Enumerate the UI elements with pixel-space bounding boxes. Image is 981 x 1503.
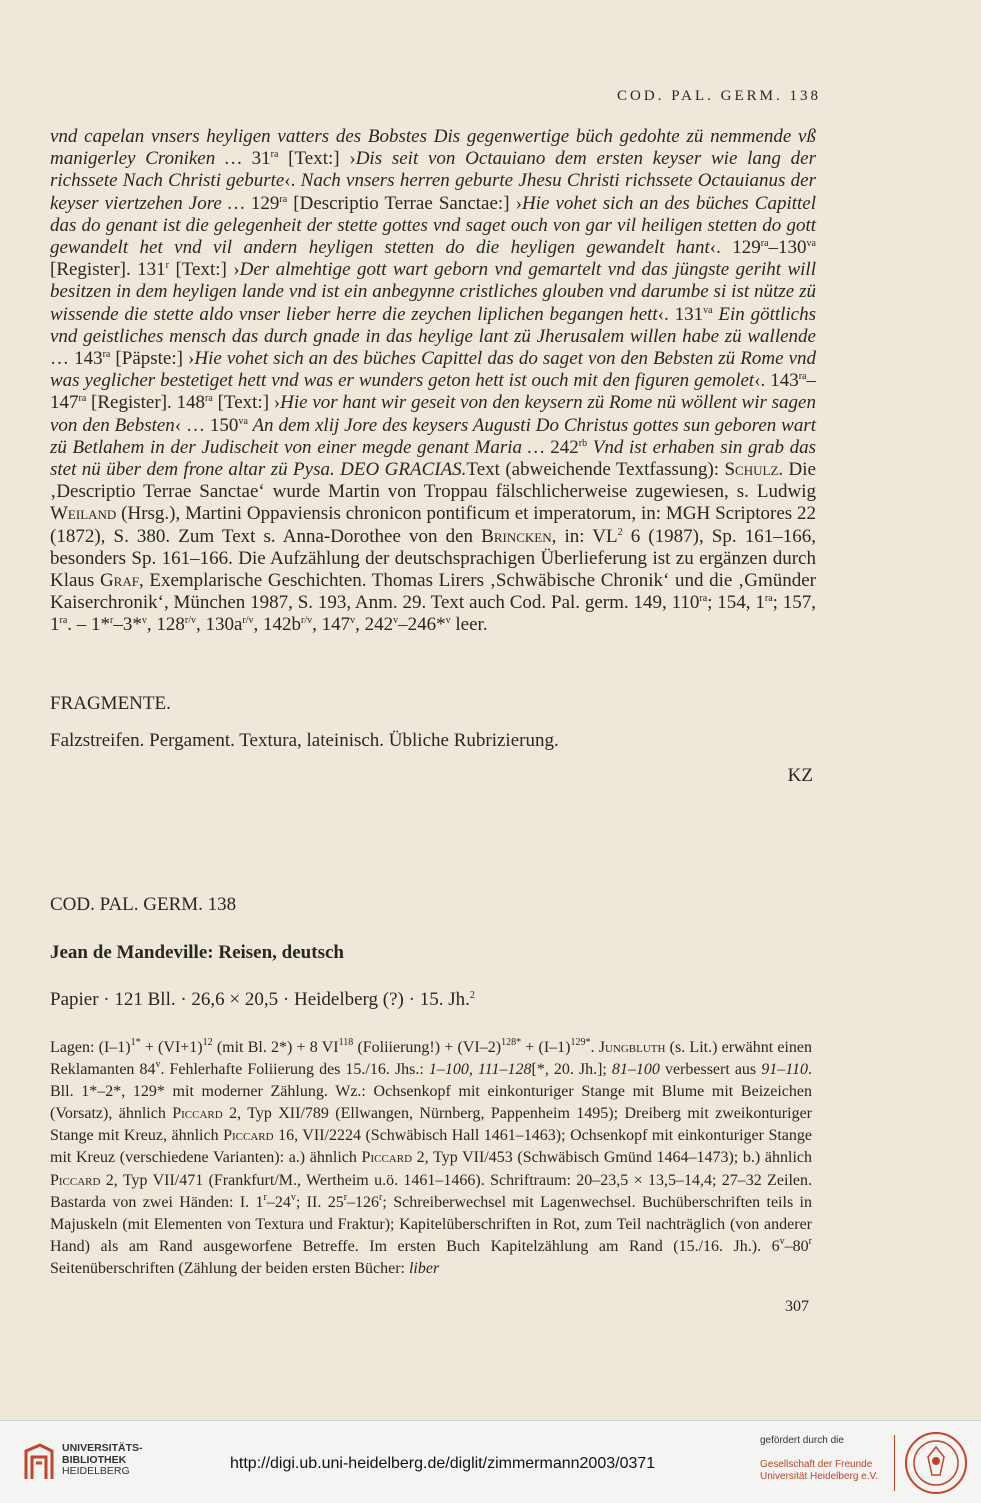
text-run: vnd capelan vnsers heyligen vatters des Bobstes Dis gegenwertige büch gedohte zü nemmende vß manigerley Croniken … [50,126,816,170]
text-run: . Die ‚Descriptio Terrae Sanctae‘ wurde Martin von Troppau fälschlicherweise zugewiesen, s. Ludwig [50,459,816,503]
superscript-mark: ra [102,349,111,361]
physical-footnote-mark: 2 [469,990,475,1001]
superscript-mark: v [155,1059,161,1071]
superscript-mark: va [703,304,713,316]
superscript-mark: va [806,238,816,250]
author-name: Piccard [50,1171,101,1189]
text-run: (mit Bl. 2*) + 8 VI [212,1039,339,1056]
fragments-heading: FRAGMENTE. [50,693,171,714]
codex-heading: COD. PAL. GERM. 138 [50,894,237,915]
author-name: Jungbluth [598,1039,666,1056]
superscript-mark: 2 [617,526,623,538]
text-run: –147 [50,370,816,414]
superscript-mark: 1* [130,1037,141,1048]
main-paragraph [50,126,816,637]
lagen-paragraph [50,1021,812,1296]
text-run: . Bll. 1*–2*, 129* mit moderner Zählung. Wz.: Ochsenkopf mit einkonturiger Stange mit Blume mit Beizeichen (Vorsatz), ähnlich [50,1061,812,1123]
text-run: … 143 [50,348,103,370]
text-run: 81–100 [611,1061,660,1079]
text-run: Hie vohet sich an des büches Capittel das do genant ist die gelegenheit der stette gottes vnd saget ouch von gar vil heiligen stetten do gott gewandelt het vnd vil andern heyligen stetten do die heyligen gewandelt hant [50,192,816,259]
text-run: –3* [113,614,142,636]
superscript-mark: ra [279,193,288,205]
author-name: Piccard [223,1127,274,1145]
text-run: Vnd ist erhaben sin grab das stet nü über dem frone altar zü Pysa. DEO GRACIAS. [50,436,817,481]
superscript-mark: 12 [202,1037,213,1048]
physical-description-text: Papier · 121 Bll. · 26,6 × 20,5 · Heidelberg (?) · 15. Jh. [50,989,470,1010]
text-run: ; 154, 1 [707,592,765,614]
author-name: Brincken [481,525,552,547]
superscript-mark: r/v [184,615,196,627]
superscript-mark: v [393,615,399,627]
text-run: ; 157, 1 [50,592,817,636]
page-number: 307 [785,1298,809,1315]
author-name: Weiland [50,503,117,525]
physical-description [50,989,475,1011]
text-run: , Exemplarische Geschichten. Thomas Lirers ‚Schwäbische Chronik‘ und die ‚Gmünder Kaiserchronik‘, München 1987, S. 193, Anm. 29. Text auch Cod. Pal. germ. 149, 110 [50,570,816,614]
text-run: 2, Typ XII/789 (Ellwangen, Nürnberg, Pappenheim 1495); Dreiberg mit zweikonturiger Stange mit Kreuz, ähnlich [50,1105,813,1145]
superscript-mark: ra [764,593,773,605]
text-run: verbessert aus [659,1061,762,1079]
library-name [62,1443,143,1478]
superscript-mark: ra [798,371,807,383]
catalog-entry-text [50,126,816,637]
superscript-mark: ra [699,593,708,605]
text-run: [Register]. 148 [86,392,206,414]
text-run: Lagen: (I–1) [50,1039,131,1056]
text-run: (s. Lit.) erwähnt einen Reklamanten 84 [50,1039,813,1079]
text-run: , 128 [146,614,185,636]
text-run: 31 [251,148,271,170]
viewer-footer [0,1420,981,1503]
text-run: . Fehlerhafte Foliierung des 15./16. Jhs.: [160,1061,429,1079]
superscript-mark: r [808,1235,812,1247]
superscript-mark: ra [78,393,87,405]
text-run: –130 [768,237,807,259]
text-run: –24 [266,1193,291,1211]
superscript-mark: v [290,1191,296,1203]
superscript-mark: v [779,1235,785,1247]
text-run: [Päpste:] › [110,348,195,370]
superscript-mark: v [141,615,147,627]
text-run: + (VI+1) [140,1039,203,1056]
text-run: (Hrsg.), Martini Oppaviensis chronicon pontificum et imperatorum, in: MGH Scriptores 22 (1872), S. 380. Zum Text s. Anna-Dorothee von den [50,503,816,547]
text-run: [Text:] › [169,259,240,281]
text-run: , in: VL [551,525,618,547]
superscript-mark: r [110,615,114,627]
library-name-line-3: HEIDELBERG [62,1465,130,1477]
fragments-text: Falzstreifen. Pergament. Textura, lateinisch. Übliche Rubrizierung. [50,730,559,751]
author-name: Schulz [724,459,779,481]
text-run: (Foliierung!) + (VI–2) [353,1039,502,1056]
text-run: leer. [450,614,488,636]
text-run: 242 [550,436,579,458]
superscript-mark: r/v [301,615,313,627]
society-line-2: Universität Heidelberg e.V. [760,1471,879,1482]
superscript-mark: r [263,1191,267,1203]
text-run: Hie vor hant wir geseit von den keysern zü Rome nü wöllent wir sagen von den Bebsten [50,392,816,436]
text-run: 2, Typ VII/471 (Frankfurt/M., Wertheim u.ö. 1461–1466). Schriftraum: 20–23,5 × 13,5–14,4; 27–32 Zeilen. Bastarda von zwei Händen: I. 1 [50,1171,812,1211]
superscript-mark: rb [578,437,588,449]
library-name-line-1: UNIVERSITÄTS- [62,1442,143,1454]
entry-title: Jean de Mandeville: Reisen, deutsch [50,942,344,963]
superscript-mark: ra [205,393,213,405]
university-seal-icon [904,1431,968,1495]
text-run: –80 [784,1237,809,1255]
text-run: Seitenüberschriften (Zählung der beiden ersten Bücher: [50,1259,409,1277]
text-run: [Register]. 131 [50,259,166,281]
text-run: , 242 [355,614,394,636]
text-run: [Text:] › [278,148,356,170]
text-run: ‹. [284,170,301,192]
text-run: Nach vnsers herren geburte Jhesu Christi richssete Octauianus der keyser viertzehen Jore … [50,170,816,214]
text-run: 91–110 [761,1061,808,1079]
superscript-mark: ra [760,238,769,250]
superscript-mark: r [379,1191,383,1203]
text-run: ‹. 129 [709,237,761,259]
text-run: . – 1* [67,614,111,636]
superscript-mark: ra [59,615,68,627]
text-run: ; Schreiberwechsel mit Lagenwechsel. Buchüberschriften teils in Majuskeln (mit Elementen von Textura und Fraktur); Kapitelüberschriften in Rot, zum Teil nachträglich (von anderer Hand) als am Rand ausgeworfene Betreffe. Im ersten Buch Kapitelzählung am Rand (15./16. Jh.). 6 [50,1193,812,1255]
text-run: . [590,1039,599,1056]
superscript-mark: 128* [501,1037,522,1048]
text-run: Dis seit von Octauiano dem ersten keyser wie lang der richssete Nach Christi geburte [50,148,816,192]
superscript-mark: 118 [338,1037,354,1048]
text-run: Text (abweichende Textfassung): [466,459,725,481]
superscript-mark: ra [270,149,279,161]
author-name: Piccard [172,1105,223,1123]
superscript-mark: v [350,615,356,627]
text-run: Hie vohet sich an des büches Capittel das do saget von den Bebsten zü Rome vnd was yeglicher bestetiget hett vnd was er wunders geton hett ist ouch mit den figuren gemolet [50,348,817,392]
text-run: ‹. 143 [754,370,799,392]
library-logo-icon [22,1443,56,1483]
text-run: [Text:] › [212,392,281,414]
text-run: Der almehtige gott wart geborn vnd gemartelt vnd das jüngste geriht will besitzen in dem heyligen lande vnd ist ein anbegynne cristliches glouben vnd darumbe si ist nütze zü wissende die stette aldo vnser lieber herre die zeychen liplichen begangen hett [50,259,816,325]
author-name: Graf [99,570,139,592]
society-name [760,1459,878,1483]
text-run: 16, VII/2224 (Schwäbisch Hall 1461–1463); Ochsenkopf mit einkonturiger Stange mit Kreuz (verschiedene Varianten): a.) ähnlich [50,1127,813,1167]
text-run: 129 [250,192,280,214]
superscript-mark: va [238,415,248,427]
superscript-mark: 129* [570,1037,591,1048]
text-run: Ein göttlichs vnd geistliches mensch das durch gnade in das heylige lant zü Jherusalem willen habe zü wallende [50,303,817,347]
text-run: –246* [398,614,446,636]
lagen-text [50,1037,812,1280]
society-line-1: Gesellschaft der Freunde [760,1459,873,1470]
text-run: , 147 [312,614,351,636]
footer-divider [894,1435,895,1491]
text-run: [Descriptio Terrae Sanctae:] › [287,192,522,214]
text-run: 6 (1987), Sp. 161–166, besonders Sp. 161–166. Die Aufzählung der deutschsprachigen Überlieferung ist zu ergänzen durch Klaus [50,525,816,592]
permalink-url[interactable]: http://digi.ub.uni-heidelberg.de/diglit/zimmermann2003/0371 [230,1455,656,1472]
text-run: An dem xlij Jore des keysers Augusti Do Christus gottes sun geboren wart zü Betlahem in der Judischeit von einer megde genant Maria … [50,414,817,458]
text-run: , 142b [253,614,302,636]
text-run: liber [408,1259,440,1277]
author-name: Piccard [361,1149,413,1167]
text-run: 2, Typ VII/453 (Schwäbisch Gmünd 1464–1473); b.) ähnlich [412,1149,812,1167]
library-name-line-2: BIBLIOTHEK [62,1453,127,1466]
text-run: ‹. 131 [657,303,704,325]
superscript-mark: v [445,615,451,627]
text-run: ; II. 25 [295,1193,344,1211]
text-run: ‹ … 150 [174,414,239,436]
text-run: + (I–1) [521,1039,571,1056]
running-head: COD. PAL. GERM. 138 [617,88,821,104]
text-run: –126 [347,1193,380,1211]
superscript-mark: r/v [242,615,254,627]
superscript-mark: r [343,1191,348,1203]
author-initials: KZ [787,765,813,786]
text-run: , 130a [195,614,243,636]
superscript-mark: r [165,260,170,272]
text-run: 1–100, 111–128 [428,1061,532,1079]
funded-by-text: gefördert durch die [760,1435,844,1446]
text-run: [*, 20. Jh.]; [531,1061,612,1079]
